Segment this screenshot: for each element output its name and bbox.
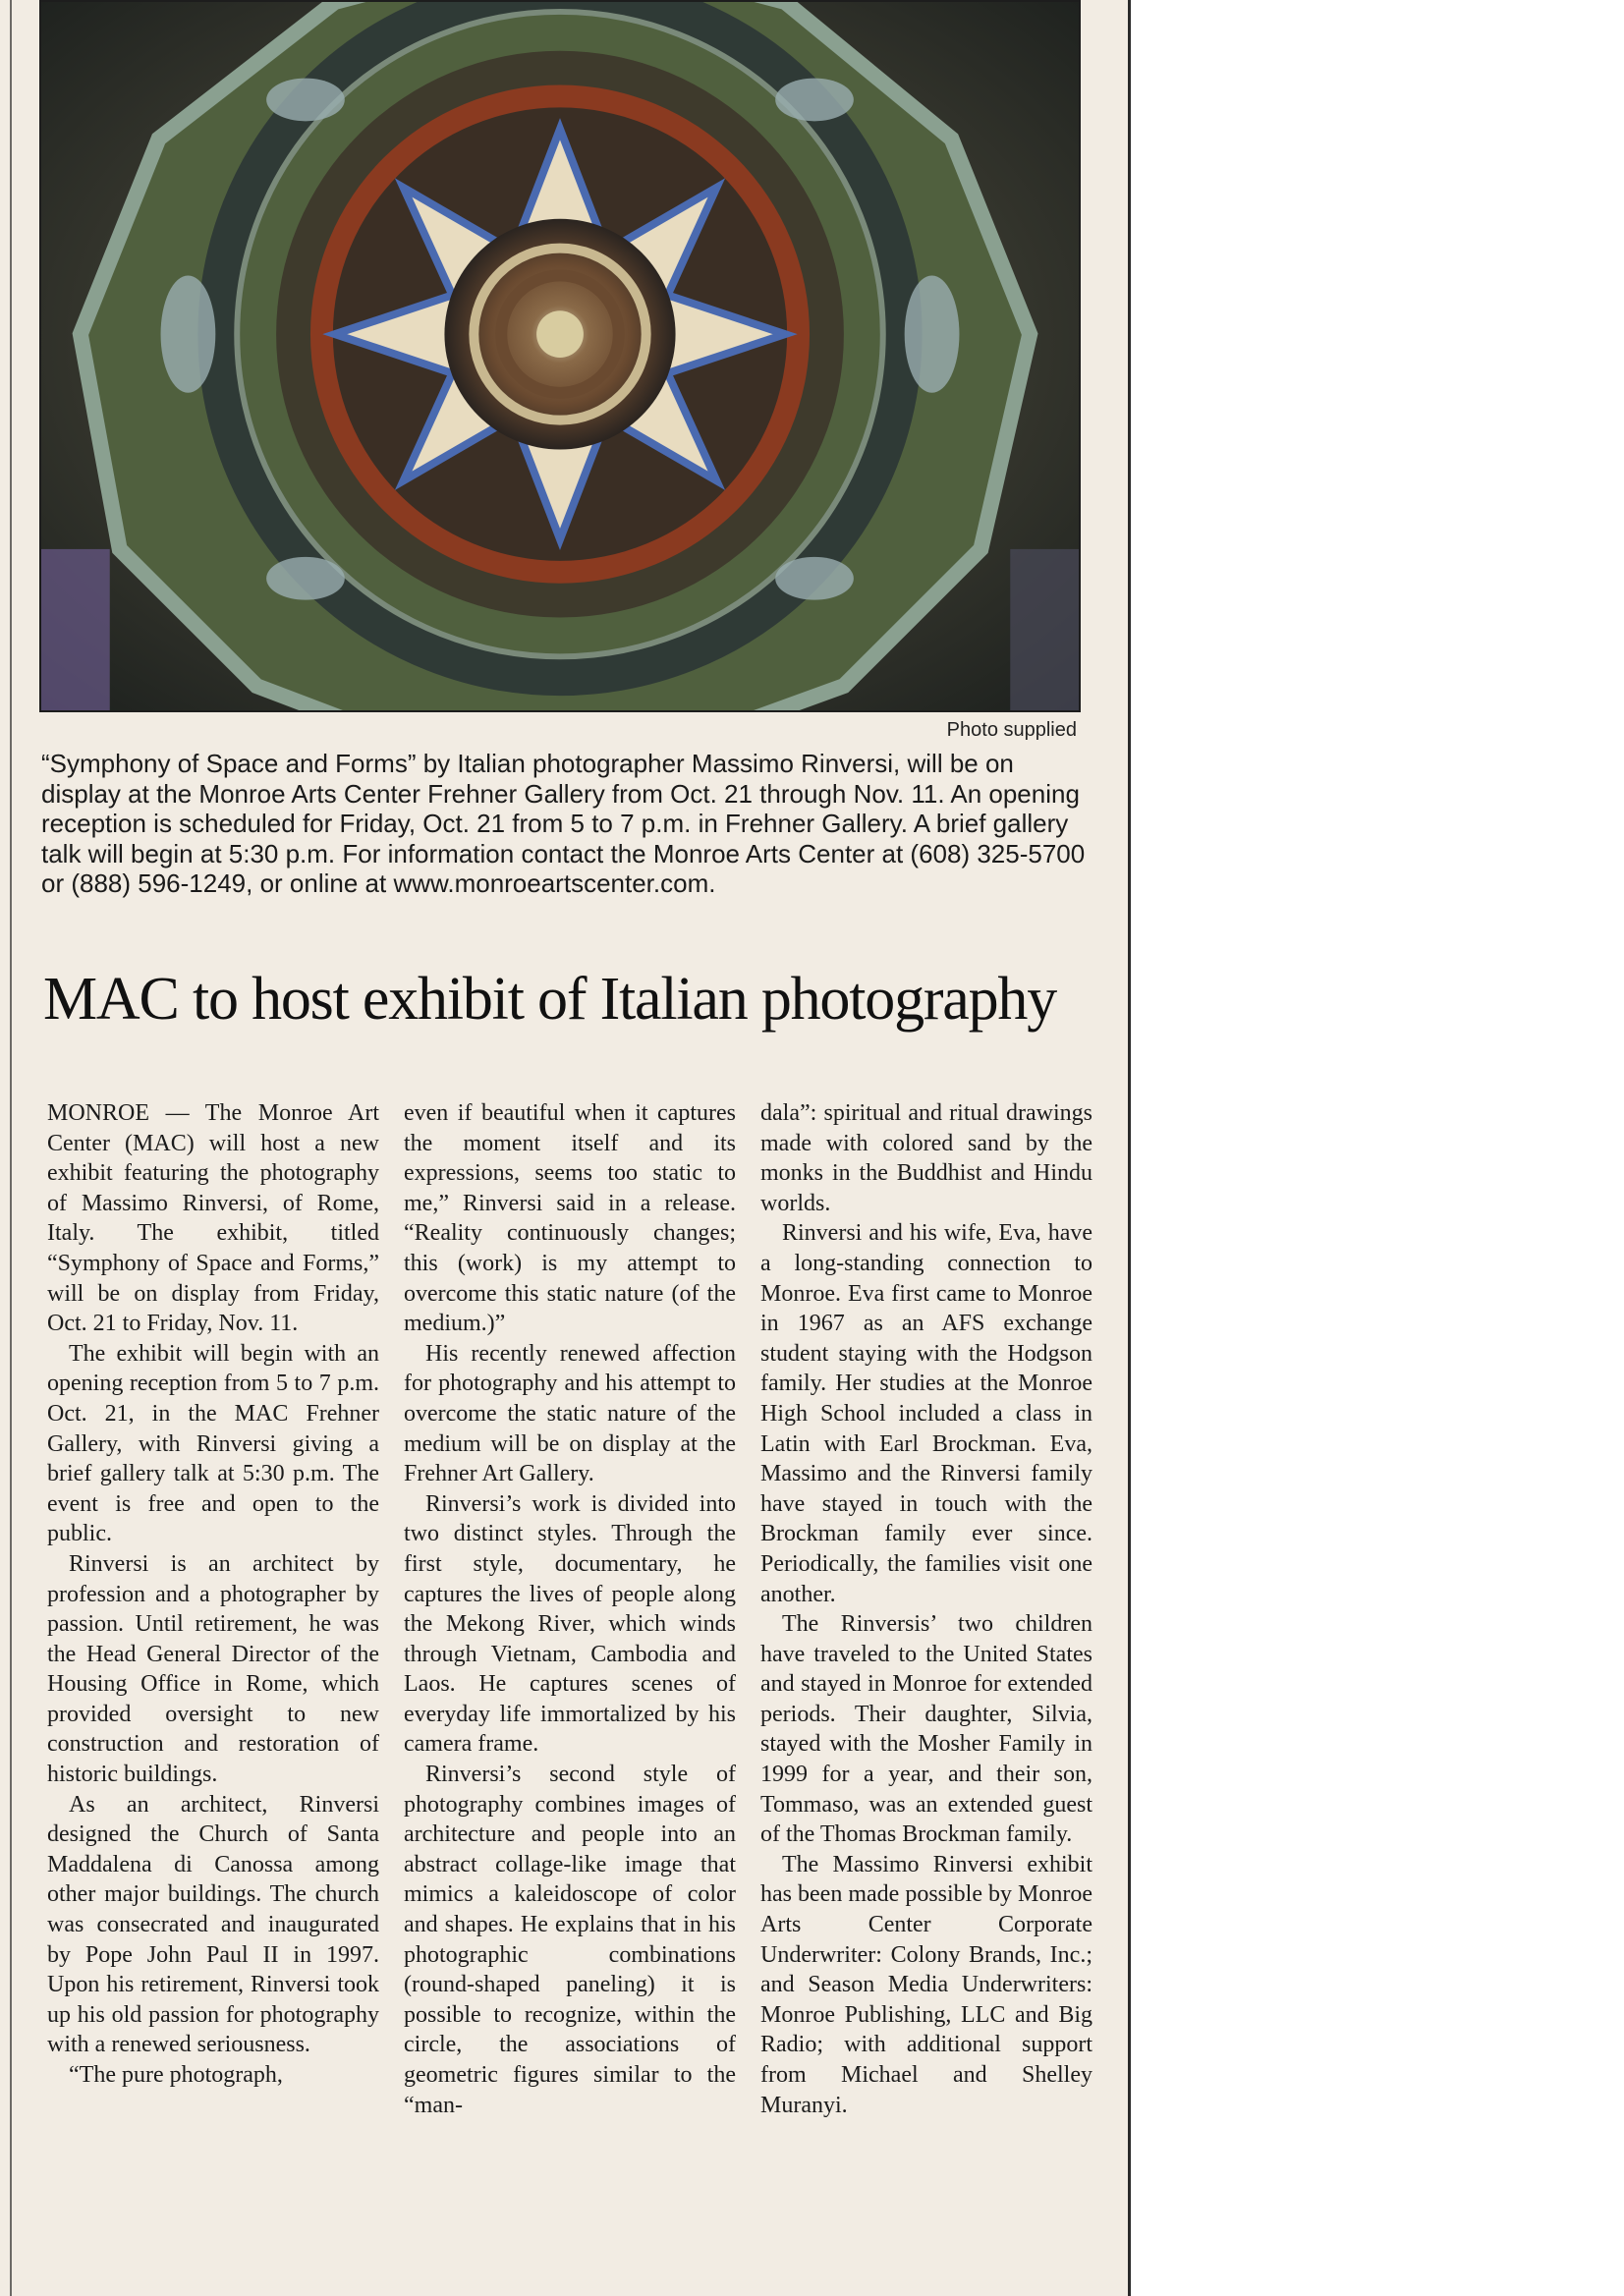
dome-photo-image: [41, 2, 1079, 710]
paragraph: dala”: spiritual and ritual drawings made with colored sand by the monks in the Buddhist and Hindu worlds.: [760, 1100, 1092, 1216]
article-column-3: [760, 1098, 1092, 2120]
paragraph: The Rinversis’ two children have traveled to the United States and stayed in Monroe for extended periods. Their daughter, Silvia, stayed with the Mosher Family in 1999 for a year, and their son, Tommaso, was an extended guest of the Thomas Brockman family.: [760, 1611, 1092, 1848]
photo-caption: “Symphony of Space and Forms” by Italian photographer Massimo Rinversi, will be on display at the Monroe Arts Center Frehner Gallery from Oct. 21 through Nov. 11. An opening reception is scheduled for Friday, Oct. 21 from 5 to 7 p.m. in Frehner Gallery. A brief gallery talk will begin at 5:30 p.m. For information contact the Monroe Arts Center at (608) 325-5700 or (888) 596-1249, or online at www.monroeartscenter.com.: [41, 749, 1086, 898]
paragraph: The exhibit will begin with an opening reception from 5 to 7 p.m. Oct. 21, in the MAC Frehner Gallery, with Rinversi giving a brief gallery talk at 5:30 p.m. The event is free and open to the public.: [47, 1340, 379, 1547]
article-column-2: [404, 1098, 736, 2120]
dome-photo: [39, 0, 1081, 712]
paragraph: Rinversi’s work is divided into two distinct styles. Through the first style, documentary, he captures the lives of people along the Mekong River, which winds through Vietnam, Cambodia and Laos. He captures scenes of everyday life immortalized by his camera frame.: [404, 1490, 736, 1758]
paragraph: Rinversi’s second style of photography combines images of architecture and people into an abstract collage-like image that mimics a kaleidoscope of color and shapes. He explains that in his photographic combinations (round-shaped paneling) it is possible to recognize, within the circle, the associations of geometric figures similar to the “man-: [404, 1762, 736, 2118]
paragraph: Rinversi is an architect by profession and a photographer by passion. Until retirement, he was the Head General Director of the Housing Office in Rome, which provided oversight to new construction and restoration of historic buildings.: [47, 1550, 379, 1788]
paragraph: MONROE — The Monroe Art Center (MAC) will host a new exhibit featuring the photography of Massimo Rinversi, of Rome, Italy. The exhibit, titled “Symphony of Space and Forms,” will be on display from Friday, Oct. 21 to Friday, Nov. 11.: [47, 1100, 379, 1337]
paragraph: Rinversi and his wife, Eva, have a long-standing connection to Monroe. Eva first came to Monroe in 1967 as an AFS exchange student staying with the Hodgson family. Her studies at the Monroe High School included a class in Latin with Earl Brockman. Eva, Massimo and the Rinversi family have stayed in touch with the Brockman family ever since. Periodically, the families visit one another.: [760, 1220, 1092, 1607]
article-column-1: [47, 1098, 379, 2120]
paragraph: even if beautiful when it captures the moment itself and its expressions, seems too static to me,” Rinversi said in a release. “Reality continuously changes; this (work) is my attempt to overcome this static nature (of the medium.)”: [404, 1100, 736, 1337]
paragraph: His recently renewed affection for photography and his attempt to overcome the static nature of the medium will be on display at the Frehner Art Gallery.: [404, 1340, 736, 1487]
photo-credit: Photo supplied: [946, 719, 1077, 741]
paragraph: The Massimo Rinversi exhibit has been made possible by Monroe Arts Center Corporate Underwriter: Colony Brands, Inc.; and Season Media Underwriters: Monroe Publishing, LLC and Big Radio; with additional support from Michael and Shelley Muranyi.: [760, 1851, 1092, 2118]
article-body: [47, 1098, 1092, 2120]
paragraph: As an architect, Rinversi designed the Church of Santa Maddalena di Canossa among other major buildings. The church was consecrated and inaugurated by Pope John Paul II in 1997. Upon his retirement, Rinversi took up his old passion for photography with a renewed seriousness.: [47, 1791, 379, 2058]
paragraph: “The pure photograph,: [69, 2062, 283, 2088]
article-headline: MAC to host exhibit of Italian photography: [43, 966, 1057, 1033]
